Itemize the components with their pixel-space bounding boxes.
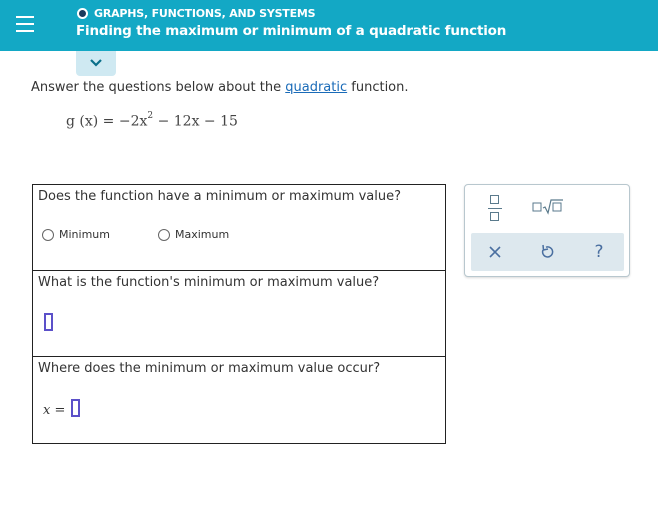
question-row-extremum-location xyxy=(33,357,445,443)
x-equals-label xyxy=(43,403,65,418)
question-text: What is the function's minimum or maximum value? xyxy=(38,275,380,290)
square-root-icon[interactable] xyxy=(532,199,564,215)
question-text: Does the function have a minimum or maximum value? xyxy=(38,189,401,204)
radio-circle[interactable] xyxy=(158,229,170,241)
equation-exponent: 2 xyxy=(147,111,154,121)
instructions-text: Answer the questions below about the xyxy=(31,80,286,95)
x-answer-input[interactable] xyxy=(71,399,80,417)
question-table xyxy=(32,184,446,444)
instructions-text-end: function. xyxy=(347,80,409,95)
topic-status-icon xyxy=(77,8,88,19)
help-icon[interactable]: ? xyxy=(594,242,604,262)
instructions xyxy=(31,80,409,95)
variable-label: x = xyxy=(43,403,66,418)
chevron-down-icon xyxy=(90,59,102,67)
equation-lhs: g (x) = −2x xyxy=(66,113,148,130)
equation-rhs: − 12x − 15 xyxy=(153,113,238,130)
quadratic-link[interactable]: quadratic xyxy=(285,80,348,95)
radio-circle[interactable] xyxy=(42,229,54,241)
hamburger-menu-icon[interactable] xyxy=(14,11,36,35)
value-answer-input[interactable] xyxy=(44,313,53,331)
question-row-extremum-type xyxy=(33,185,445,271)
question-text: Where does the minimum or maximum value occur? xyxy=(38,361,381,376)
maximum-radio[interactable] xyxy=(158,228,229,241)
math-toolbar xyxy=(464,184,630,277)
breadcrumb-label: GRAPHS, FUNCTIONS, AND SYSTEMS xyxy=(94,7,316,20)
header-bar xyxy=(0,0,658,51)
undo-icon[interactable] xyxy=(535,240,559,264)
minimum-radio[interactable] xyxy=(42,228,110,241)
action-bar xyxy=(471,233,624,271)
function-equation xyxy=(66,113,238,130)
clear-icon[interactable] xyxy=(483,240,507,264)
breadcrumb xyxy=(77,7,315,20)
collapse-header-button[interactable] xyxy=(76,51,116,76)
radio-label: Maximum xyxy=(175,228,230,241)
radio-label: Minimum xyxy=(59,228,110,241)
question-row-extremum-value xyxy=(33,271,445,357)
fraction-icon[interactable] xyxy=(488,195,502,223)
page-title: Finding the maximum or minimum of a quadratic function xyxy=(76,23,507,39)
